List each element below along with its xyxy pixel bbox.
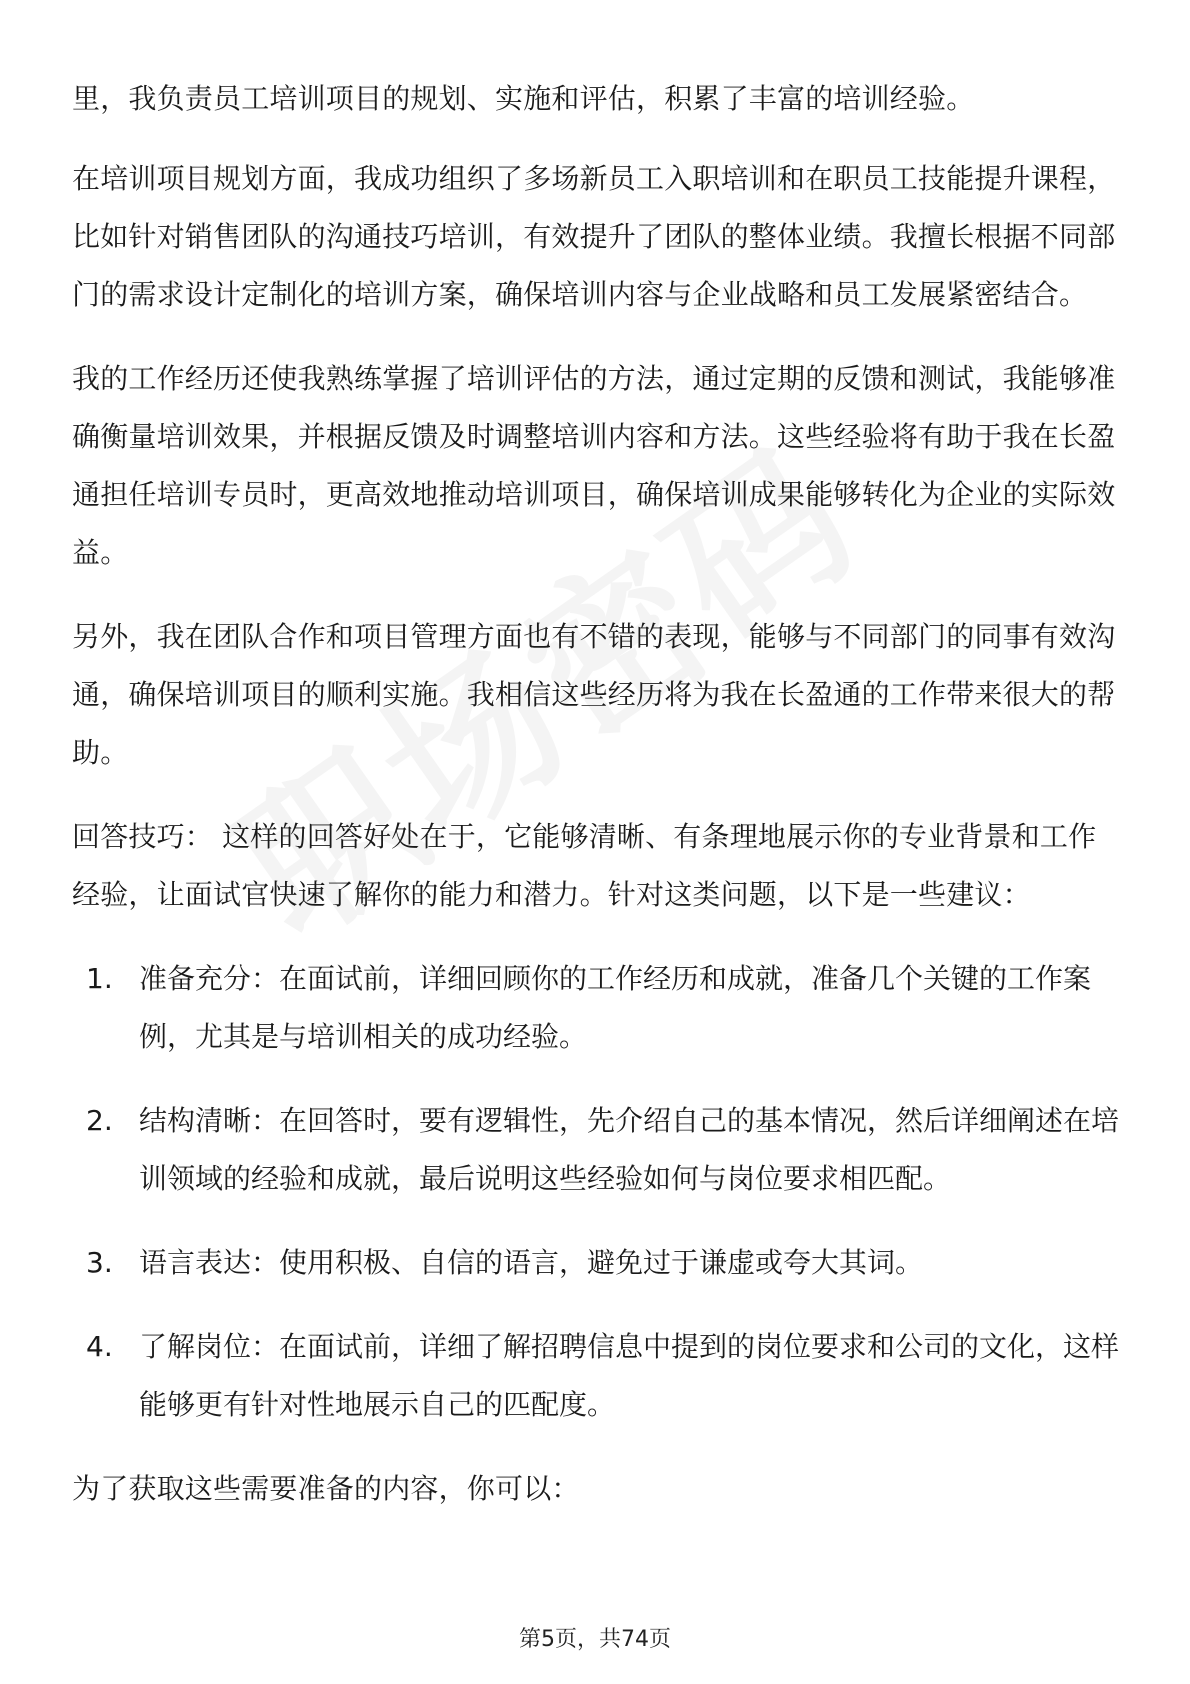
list-item-text: 准备充分：在面试前，详细回顾你的工作经历和成就，准备几个关键的工作案例，尤其是与培训相关的成功经验。 [139, 962, 1092, 1053]
list-item-number: 4. [86, 1330, 113, 1363]
page-number-footer: 第5页，共74页 [519, 1627, 671, 1652]
document-body [72, 70, 1122, 1544]
paragraph-continuation: 里，我负责员工培训项目的规划、实施和评估，积累了丰富的培训经验。 [72, 82, 975, 115]
list-item-number: 3. [86, 1246, 113, 1279]
list-item-text: 语言表达：使用积极、自信的语言，避免过于谦虚或夸大其词。 [139, 1246, 924, 1279]
paragraph-teamwork: 另外，我在团队合作和项目管理方面也有不错的表现，能够与不同部门的同事有效沟通，确保培训项目的顺利实施。我相信这些经历将为我在长盈通的工作带来很大的帮助。 [72, 620, 1116, 769]
list-item [86, 1092, 1122, 1208]
tips-list [72, 950, 1122, 1434]
list-item-text: 了解岗位：在面试前，详细了解招聘信息中提到的岗位要求和公司的文化，这样能够更有针对性地展示自己的匹配度。 [139, 1330, 1120, 1421]
list-item-text: 结构清晰：在回答时，要有逻辑性，先介绍自己的基本情况，然后详细阐述在培训领域的经验和成就，最后说明这些经验如何与岗位要求相匹配。 [139, 1104, 1120, 1195]
paragraph-answer-tips: 回答技巧： 这样的回答好处在于，它能够清晰、有条理地展示你的专业背景和工作经验，让面试官快速了解你的能力和潜力。针对这类问题，以下是一些建议： [72, 820, 1097, 911]
paragraph-training-planning: 在培训项目规划方面，我成功组织了多场新员工入职培训和在职员工技能提升课程，比如针对销售团队的沟通技巧培训，有效提升了团队的整体业绩。我擅长根据不同部门的需求设计定制化的培训方案，确保培训内容与企业战略和员工发展紧密结合。 [72, 162, 1116, 311]
list-item [86, 950, 1122, 1066]
list-item [86, 1318, 1122, 1434]
list-item-number: 2. [86, 1104, 113, 1137]
paragraph-closing: 为了获取这些需要准备的内容，你可以： [72, 1472, 580, 1505]
paragraph-training-evaluation: 我的工作经历还使我熟练掌握了培训评估的方法，通过定期的反馈和测试，我能够准确衡量培训效果，并根据反馈及时调整培训内容和方法。这些经验将有助于我在长盈通担任培训专员时，更高效地推动培训项目，确保培训成果能够转化为企业的实际效益。 [72, 362, 1116, 569]
list-item-number: 1. [86, 962, 113, 995]
list-item [86, 1234, 1122, 1292]
